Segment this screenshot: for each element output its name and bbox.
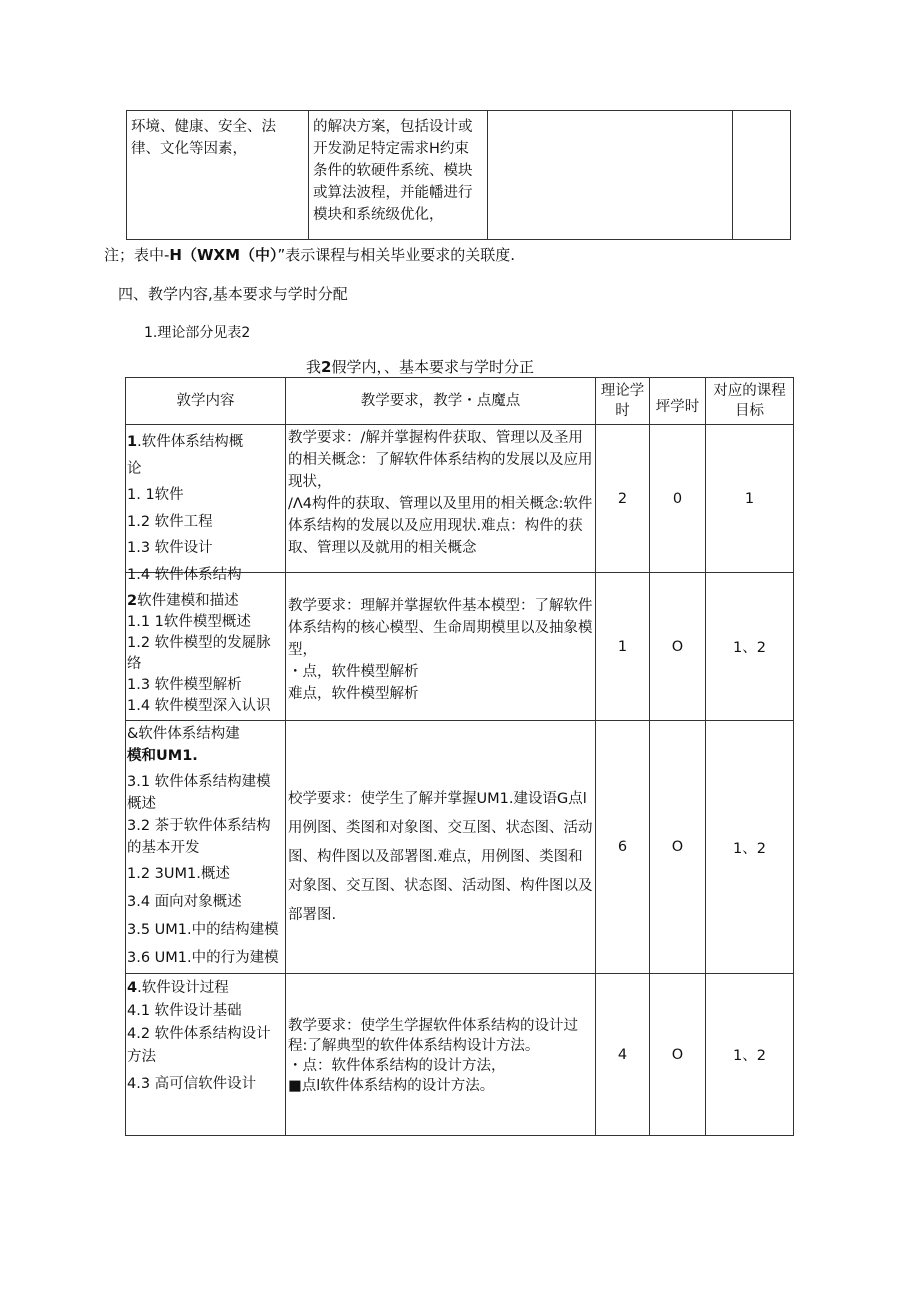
row1-title-text: .软件体系结构概 (137, 434, 244, 450)
row4-title-num: 4 (127, 980, 138, 996)
factors-line-2: 律、文化等因素， (131, 141, 247, 157)
solutions-line-1: 的解决方案，包括设计或 (313, 119, 473, 135)
row3-line: 3.1 软件体系结构建模概述 (127, 774, 271, 812)
header-content: 敦学内容 (126, 378, 286, 425)
note-bold: H（WXM（中） (169, 246, 278, 264)
row1-req-para: /Λ4构件的获取、管理以及里用的相关概念:软件体系结构的发展以及应用现状.难点：构件的获取、管理以及就用的相关概念 (288, 496, 593, 556)
continuation-cell-empty-2 (733, 111, 791, 240)
row2-theory-hours: 1 (596, 573, 650, 721)
row3-theory-hours: 6 (596, 721, 650, 974)
row4-req-para: ■点l软件体系结构的设计方法。 (288, 1078, 495, 1094)
row2-requirements (286, 573, 596, 721)
row2-title-num: 2 (127, 593, 138, 609)
subheading: 1.理论部分见表2 (144, 325, 251, 341)
continuation-cell-factors (127, 111, 309, 240)
header-theory-hours-1: 理论学 (600, 383, 645, 399)
header-goals-2: 目标 (735, 403, 764, 419)
table-row (126, 721, 794, 974)
row4-content (126, 974, 286, 1136)
row4-requirements (286, 974, 596, 1136)
row4-line: 4.2 软件体系结构设计方法 (127, 1026, 271, 1065)
row1-line: 1. 1软件 (127, 487, 184, 503)
relevance-note (104, 244, 515, 265)
row4-title-text: .软件设计过程 (137, 980, 229, 996)
row4-title (127, 977, 284, 1000)
row4-req-para: 教学要求：使学生学握软件体系结构的设计过程:了解典型的软件体系结构设计方法。 (288, 1018, 578, 1054)
row2-goal: 1、2 (706, 573, 794, 721)
note-suffix: ”表示课程与相关毕业要求的关联度. (277, 246, 516, 264)
header-requirements: 教学要求，教学・点魔点 (286, 378, 596, 425)
row2-req-para: 难点，软件模型解析 (288, 686, 419, 702)
row4-req-para: ・点：软件体系结构的设计方法， (288, 1058, 506, 1074)
teaching-content-table (125, 377, 794, 1136)
row3-req-para: 校学要求：使学生了解并掌握UM1.建设语G点l用例图、类图和对象图、交互图、状态图、活动图、构件图以及部署图.难点，用例图、类图和对象图、交互图、状态图、活动图、构件图以及部署图. (288, 791, 593, 923)
solutions-line-3: 条件的软硬件系统、模块 (313, 163, 473, 179)
row3-goal: 1、2 (706, 721, 794, 974)
row4-theory-hours: 4 (596, 974, 650, 1136)
continuation-table (126, 110, 791, 240)
caption-pre: 我 (306, 358, 322, 376)
row3-line: 3.6 UM1.中的行为建模 (127, 950, 279, 966)
row3-practice-hours: O (650, 721, 706, 974)
row2-line: 1.2 软件模型的发屣脉络 (127, 635, 271, 672)
row1-line: 1.2 软件工程 (127, 513, 213, 530)
header-goals (706, 378, 794, 425)
row3-title: &软件体系结构建 (127, 726, 240, 742)
row3-line: 1.2 3UM1.概述 (127, 866, 230, 882)
note-prefix: 注；表中- (104, 246, 170, 264)
solutions-line-2: 开发泐足特定需求H约束 (313, 141, 469, 157)
row2-practice-hours: O (650, 573, 706, 721)
table-row (126, 974, 794, 1136)
table-row (126, 425, 794, 573)
row3-content (126, 721, 286, 974)
row4-goal: 1、2 (706, 974, 794, 1136)
row3-line: 3.5 UM1.中的结构建模 (127, 922, 279, 938)
row1-requirements (286, 425, 596, 573)
header-theory-hours (596, 378, 650, 425)
continuation-cell-empty-1 (488, 111, 733, 240)
table-caption (306, 356, 534, 377)
row3-line: 3.2 茶于软件体系结构的基本开发 (127, 818, 271, 856)
header-theory-hours-2: 时 (615, 403, 630, 419)
row4-line: 4.3 高可信软件设计 (127, 1076, 257, 1092)
row1-content (126, 425, 286, 583)
row1-title (127, 429, 283, 456)
row2-req-para: 教学要求：理解并掌握软件基本模型：了解软件体系结构的核心模型、生命周期模里以及抽象模型， (288, 598, 593, 658)
solutions-line-4: 或算法波程，并能幡进行 (313, 185, 473, 201)
row1-title-num: 1 (127, 434, 138, 450)
row1-theory-hours: 2 (596, 425, 650, 573)
table-header-row (126, 378, 794, 425)
header-goals-1: 对应的课程 (713, 383, 786, 399)
row2-line: 1.4 软件模型深入认识 (127, 698, 271, 714)
section-heading: 四、教学内容,基本要求与学时分配 (118, 285, 348, 303)
row1-line: 论 (127, 460, 142, 477)
row1-line: 1.4 软件体系结构 (127, 566, 242, 583)
row3-line: 3.4 面向对象概述 (127, 894, 242, 910)
row2-content (126, 573, 286, 721)
row1-goal: 1 (706, 425, 794, 573)
row3-requirements (286, 721, 596, 974)
header-practice-hours: 坪学时 (650, 378, 706, 425)
table-row (126, 573, 794, 721)
row2-req-para: ・点，软件模型解析 (288, 664, 419, 680)
caption-bold: 2 (321, 358, 332, 376)
row4-practice-hours: O (650, 974, 706, 1136)
continuation-cell-solutions (309, 111, 488, 240)
caption-post: 假学内，、基本要求与学时分正 (331, 358, 534, 376)
row2-line: 1.1 1软件模型概述 (127, 614, 251, 630)
row2-title-text: 软件建模和描述 (137, 593, 239, 609)
row2-line: 1.3 软件模型解析 (127, 677, 242, 693)
row4-line: 4.1 软件设计基础 (127, 1003, 242, 1019)
row1-req-para: 教学要求：/解并掌握构件获取、管理以及圣用的相关概念：了解软件体系结构的发展以及应用现状， (288, 430, 593, 490)
row1-line: 1.3 软件设计 (127, 540, 213, 556)
factors-line-1: 环境、健康、安全、法 (131, 119, 276, 135)
solutions-line-5: 模块和系统级优化， (313, 207, 444, 223)
row3-title-2: 模和UM1. (127, 748, 198, 764)
row1-practice-hours: 0 (650, 425, 706, 573)
row2-title (127, 591, 284, 612)
